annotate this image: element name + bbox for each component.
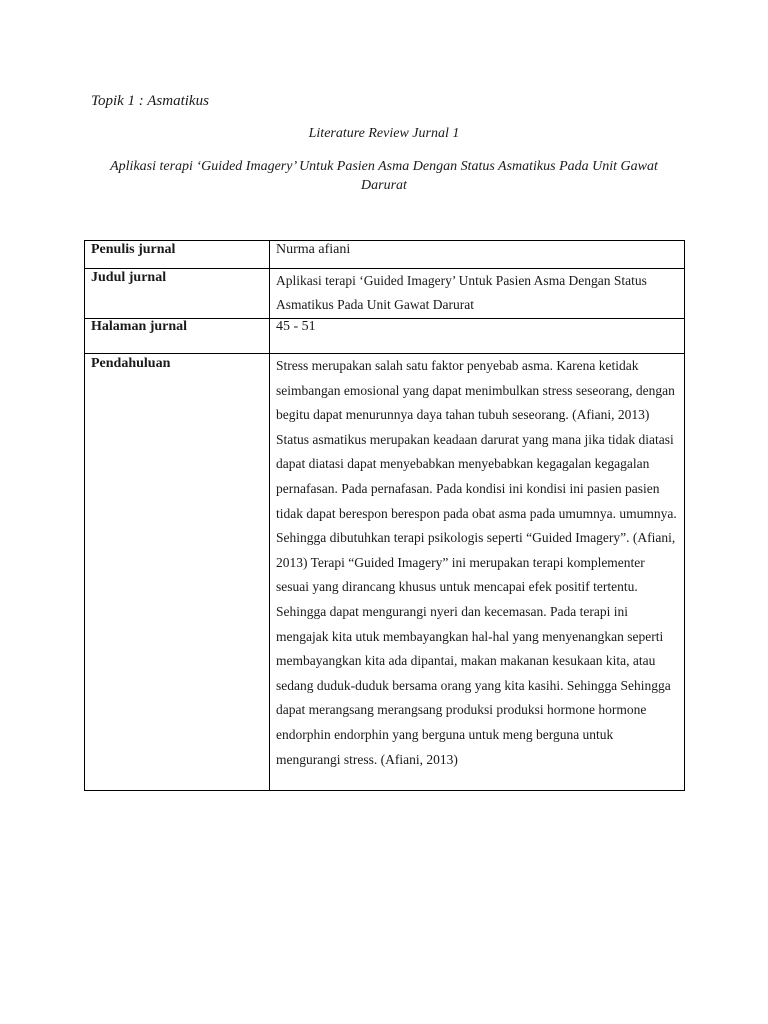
row-label-halaman: Halaman jurnal — [85, 319, 270, 354]
table-row — [85, 354, 685, 791]
row-value-halaman: 45 - 51 — [270, 319, 685, 354]
article-title: Aplikasi terapi ‘Guided Imagery’ Untuk Pasien Asma Dengan Status Asmatikus Pada Unit Gawat Darurat — [110, 159, 658, 193]
row-label-pendahuluan: Pendahuluan — [85, 354, 270, 791]
row-value-judul: Aplikasi terapi ‘Guided Imagery’ Untuk Pasien Asma Dengan Status Asmatikus Pada Unit Gawat Darurat — [270, 269, 685, 319]
row-label-judul: Judul jurnal — [85, 269, 270, 319]
row-label-penulis: Penulis jurnal — [85, 241, 270, 269]
table-row — [85, 241, 685, 269]
table-row — [85, 319, 685, 354]
row-value-pendahuluan: Stress merupakan salah satu faktor penyebab asma. Karena ketidak seimbangan emosional yang dapat menimbulkan stress seseorang, dengan begitu dapat menurunnya daya tahan tubuh seseorang. (Afiani, 2013) Status asmatikus merupakan keadaan darurat yang mana jika tidak diatasi dapat diatasi dapat menyebabkan menyebabkan kegagalan kegagalan pernafasan. Pada pernafasan. Pada kondisi ini kondisi ini pasien pasien tidak dapat berespon berespon pada obat asma pada umumnya. umumnya. Sehingga dibutuhkan terapi psikologis seperti “Guided Imagery”. (Afiani, 2013) Terapi “Guided Imagery” ini merupakan terapi komplementer sesuai yang dirancang khusus untuk mencapai efek positif tertentu. Sehingga dapat mengurangi nyeri dan kecemasan. Pada terapi ini mengajak kita utuk membayangkan hal-hal yang menyenangkan seperti membayangkan kita ada dipantai, makan makanan kesukaan kita, atau sedang duduk-duduk bersama orang yang kita kasihi. Sehingga Sehingga dapat merangsang merangsang produksi produksi hormone hormone endorphin endorphin yang berguna untuk meng berguna untuk mengurangi stress. (Afiani, 2013) — [270, 354, 685, 791]
literature-review-title: Literature Review Jurnal 1 — [308, 126, 460, 141]
table-row — [85, 269, 685, 319]
review-table — [84, 240, 685, 791]
row-value-penulis: Nurma afiani — [270, 241, 685, 269]
topic-heading: Topik 1 : Asmatikus — [91, 93, 209, 109]
